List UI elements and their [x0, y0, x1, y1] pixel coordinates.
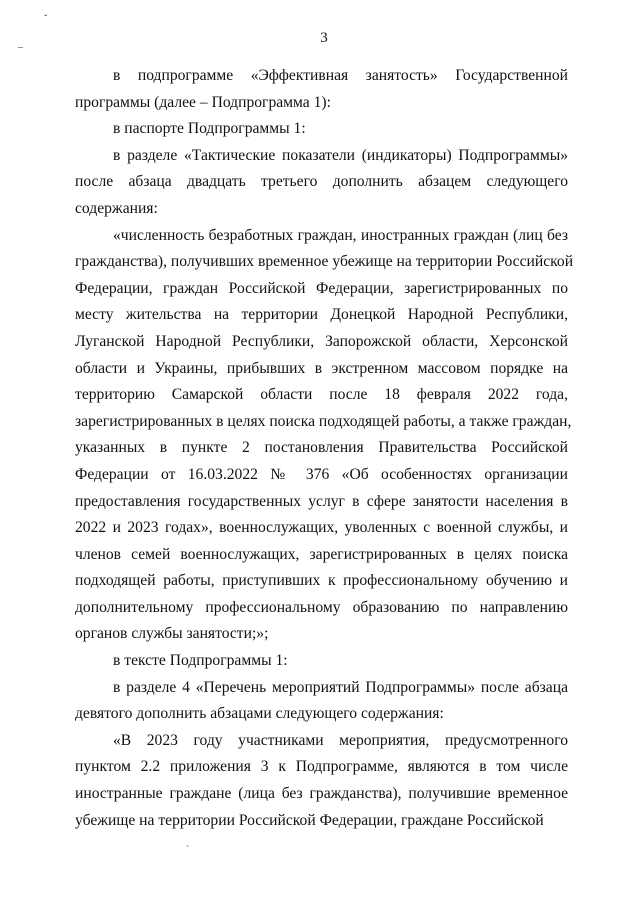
- text-line: в разделе «Тактические показатели (индикаторы) Подпрограммы»: [113, 146, 568, 164]
- text-line: в подпрограмме «Эффективная занятость» Государственной: [113, 67, 568, 84]
- text-line: предоставления государственных услуг в сфере занятости населения в: [75, 492, 568, 510]
- text-line: дополнительному профессиональному образованию по направлению: [75, 598, 568, 616]
- paragraph: [75, 116, 568, 143]
- paragraph: [75, 223, 574, 649]
- text-line: указанных в пункте 2 постановления Правительства Российской: [75, 439, 568, 457]
- scan-mark: –: [18, 42, 23, 53]
- text-line: подходящей работы, приступивших к профессиональному обучению и: [75, 572, 568, 590]
- paragraph: [75, 675, 568, 728]
- text-line: иностранные граждане (лица без гражданства), получившие временное: [75, 785, 568, 803]
- paragraph: [75, 648, 568, 675]
- text-line: Федерации, граждан Российской Федерации, зарегистрированных по: [75, 279, 568, 297]
- paragraph: [75, 63, 568, 116]
- text-line: 2022 и 2023 годах», военнослужащих, уволенных с военной службы, и: [75, 519, 568, 537]
- text-line: в разделе 4 «Перечень мероприятий Подпрограммы» после абзаца: [113, 678, 568, 696]
- text-line: гражданства), получивших временное убежище на территории Российской: [75, 253, 574, 271]
- page-number: 3: [320, 30, 328, 46]
- text-line: убежище на территории Российской Федерации, граждане Российской: [75, 811, 544, 829]
- text-line: месту жительства на территории Донецкой Народной Республики,: [75, 306, 568, 324]
- paragraph: [75, 728, 568, 834]
- text-line: после абзаца двадцать третьего дополнить абзацем следующего: [75, 173, 568, 191]
- text-line: в тексте Подпрограммы 1:: [113, 652, 288, 670]
- text-line: в паспорте Подпрограммы 1:: [113, 120, 306, 138]
- text-line: области и Украины, прибывших в экстренном массовом порядке на: [75, 359, 568, 377]
- text-line: программы (далее – Подпрограмма 1):: [75, 93, 331, 111]
- text-line: «В 2023 году участниками мероприятия, предусмотренного: [113, 731, 568, 749]
- text-line: Луганской Народной Республики, Запорожской области, Херсонской: [75, 332, 568, 350]
- paragraph: [75, 143, 568, 223]
- text-line: членов семей военнослужащих, зарегистрированных в целях поиска: [75, 545, 568, 563]
- text-line: органов службы занятости;»;: [75, 625, 269, 643]
- text-line: Федерации от 16.03.2022 № 376 «Об особенностях организации: [75, 465, 568, 483]
- text-line: территорию Самарской области после 18 февраля 2022 года,: [75, 386, 568, 404]
- document-body: [75, 63, 574, 834]
- text-line: зарегистрированных в целях поиска подходящей работы, а также граждан,: [75, 412, 572, 430]
- scan-mark: ˋ: [186, 845, 190, 856]
- text-line: содержания:: [75, 199, 158, 217]
- text-line: пунктом 2.2 приложения 3 к Подпрограмме, являются в том числе: [75, 758, 568, 776]
- scan-mark: ˇ: [44, 14, 48, 25]
- text-line: «численность безработных граждан, иностранных граждан (лиц без: [113, 226, 568, 244]
- text-line: девятого дополнить абзацами следующего содержания:: [75, 705, 444, 723]
